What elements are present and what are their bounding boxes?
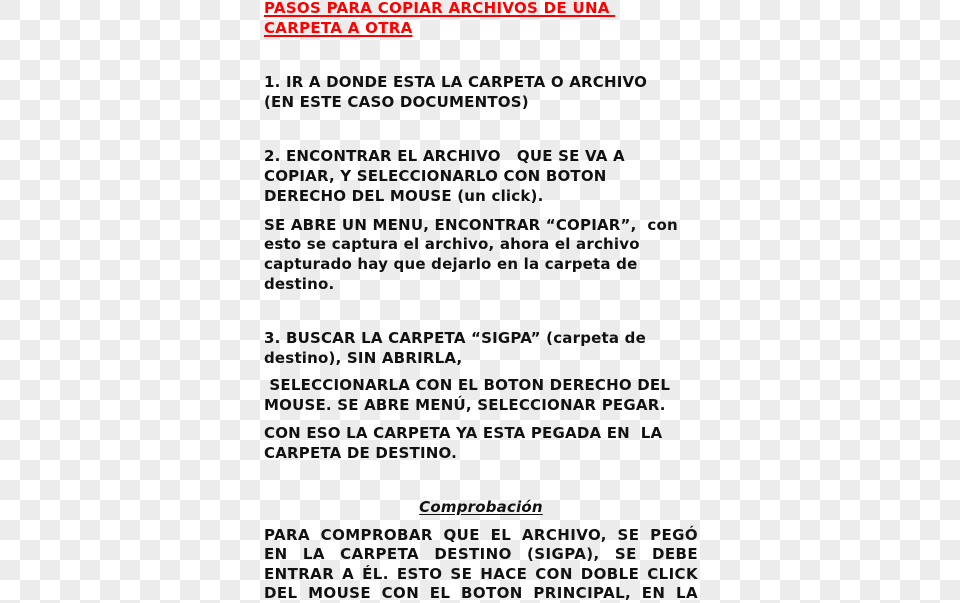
verification-line-1: PARA COMPROBAR QUE EL ARCHIVO, SE PEGÓ [264, 526, 698, 544]
verification-line-3: ENTRAR A ÉL. ESTO SE HACE CON DOBLE CLICK [264, 565, 698, 583]
verification-line-4: DEL MOUSE CON EL BOTON PRINCIPAL, EN LA [264, 584, 698, 602]
step-2-line-1: 2. ENCONTRAR EL ARCHIVO QUE SE VA A [264, 147, 625, 165]
document-title-line-2: CARPETA A OTRA [264, 19, 413, 37]
step-2-line-3: DERECHO DEL MOUSE (un click). [264, 187, 544, 205]
step-2-detail-line-2: esto se captura el archivo, ahora el archivo [264, 235, 640, 253]
step-3-result-line-1: CON ESO LA CARPETA YA ESTA PEGADA EN LA [264, 424, 663, 442]
verification-heading: Comprobación [419, 498, 543, 516]
step-2-detail-line-3: capturado hay que dejarlo en la carpeta de [264, 255, 638, 273]
step-3-line-1: 3. BUSCAR LA CARPETA “SIGPA” (carpeta de [264, 329, 646, 347]
step-3-line-2: destino), SIN ABRIRLA, [264, 349, 463, 367]
step-1-line-1: 1. IR A DONDE ESTA LA CARPETA O ARCHIVO [264, 73, 648, 91]
step-2-detail-line-4: destino. [264, 275, 335, 293]
step-3-detail-line-1: SELECCIONARLA CON EL BOTON DERECHO DEL [264, 376, 671, 394]
verification-line-2: EN LA CARPETA DESTINO (SIGPA), SE DEBE [264, 545, 698, 563]
step-2-line-2: COPIAR, Y SELECCIONARLO CON BOTON [264, 167, 607, 185]
step-2-detail-line-1: SE ABRE UN MENU, ENCONTRAR “COPIAR”, con [264, 216, 678, 234]
step-1-line-2: (EN ESTE CASO DOCUMENTOS) [264, 93, 529, 111]
step-3-result-line-2: CARPETA DE DESTINO. [264, 444, 458, 462]
step-3-detail-line-2: MOUSE. SE ABRE MENÚ, SELECCIONAR PEGAR. [264, 396, 666, 414]
document-title-line-1: PASOS PARA COPIAR ARCHIVOS DE UNA [264, 0, 616, 17]
